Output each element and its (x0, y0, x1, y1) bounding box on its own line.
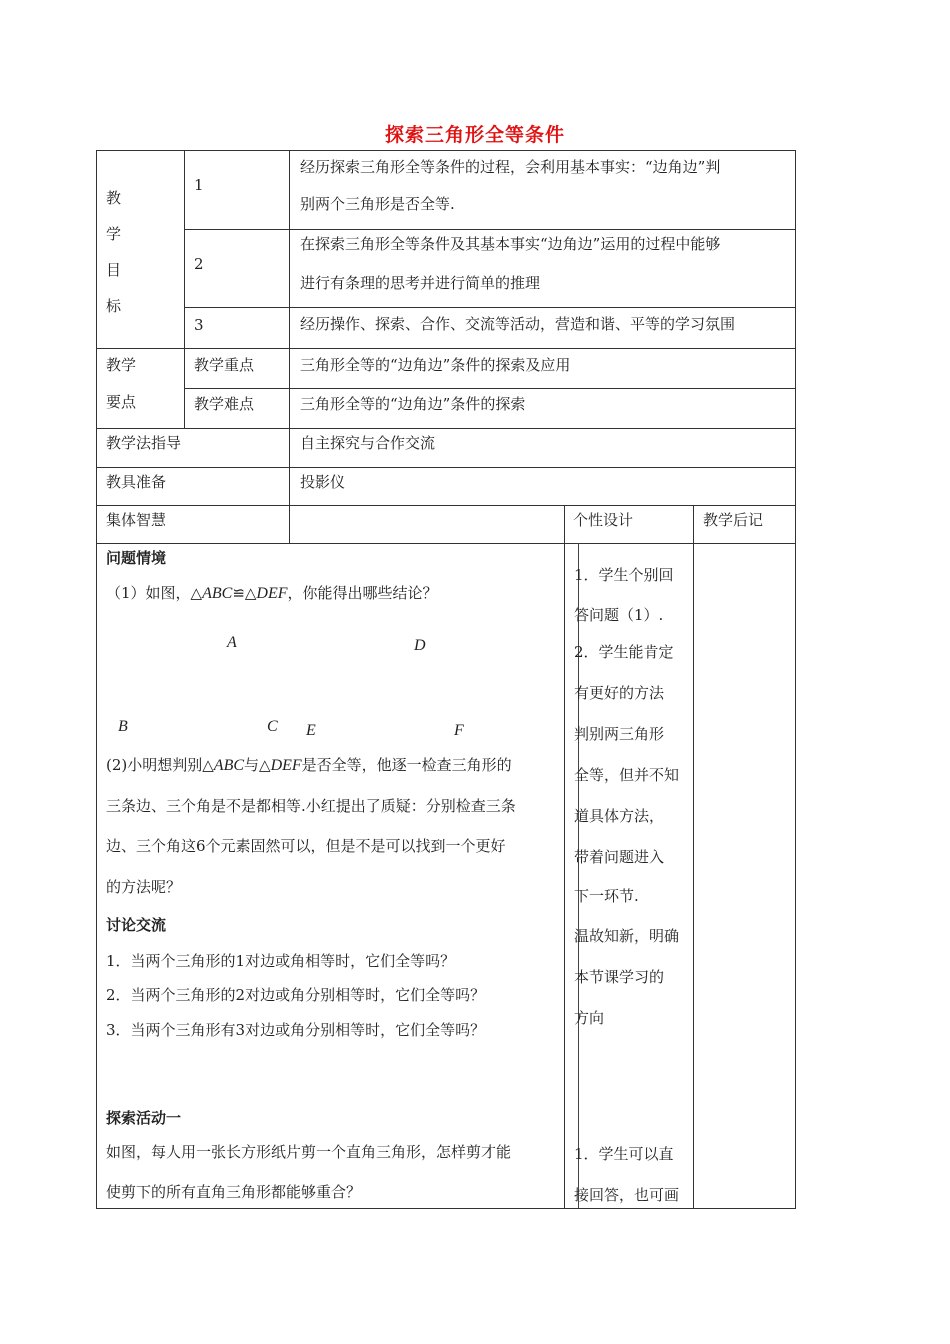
personal-note: 本节课学习的 (574, 968, 665, 986)
difficulty-content: 三角形全等的“边角边”条件的探索 (300, 395, 526, 413)
row-divider (96, 348, 796, 349)
objective-text: 在探索三角形全等条件及其基本事实“边角边”运用的过程中能够 (300, 235, 721, 253)
document-title: 探索三角形全等条件 (384, 124, 565, 146)
personal-note: 答问题（1）. (574, 606, 664, 624)
objective-number: 1 (194, 176, 204, 194)
table-border-right (795, 150, 796, 1209)
activity-line: 如图，每人用一张长方形纸片剪一个直角三角形，怎样剪才能 (106, 1143, 512, 1161)
personal-note: 方向 (574, 1009, 605, 1027)
row-divider (96, 467, 796, 468)
personal-note: 判别两三角形 (574, 725, 665, 743)
table-border-bottom (96, 1208, 796, 1209)
question-2-line: 边、三个角这6个元素固然可以，但是不是可以找到一个更好 (106, 837, 506, 855)
vertex-label-a: A (227, 634, 237, 651)
tools-label: 教具准备 (106, 473, 167, 491)
objective-text: 经历操作、探索、合作、交流等活动，营造和谐、平等的学习氛围 (300, 315, 736, 333)
col-divider (693, 505, 694, 1209)
personal-header: 个性设计 (573, 511, 634, 529)
discussion-item: 1．当两个三角形的1对边或角相等时，它们全等吗？ (106, 952, 456, 970)
row-divider (184, 307, 796, 308)
objective-text: 进行有条理的思考并进行简单的推理 (300, 274, 541, 292)
notes-header: 教学后记 (703, 511, 764, 529)
section-heading: 探索活动一 (106, 1109, 182, 1127)
objective-number: 2 (194, 255, 204, 273)
lesson-plan-table (96, 150, 796, 1209)
col-divider (564, 505, 565, 1209)
difficulty-label: 教学难点 (194, 395, 255, 413)
collective-header: 集体智慧 (106, 511, 167, 529)
key-points-label: 要点 (106, 393, 137, 411)
section-heading: 讨论交流 (106, 916, 167, 934)
method-content: 自主探究与合作交流 (300, 434, 436, 452)
question-2-line: 的方法呢？ (106, 878, 182, 896)
question-2-line: (2)小明想判别△ABC与△DEF是否全等，他逐一检查三角形的 (106, 756, 512, 774)
discussion-item: 3．当两个三角形有3对边或角分别相等时，它们全等吗？ (106, 1021, 486, 1039)
table-border-top (96, 150, 796, 151)
activity-line: 使剪下的所有直角三角形都能够重合？ (106, 1183, 362, 1201)
personal-note: 道具体方法， (574, 807, 665, 825)
personal-note: 全等，但并不知 (574, 766, 680, 784)
personal-note: 2．学生能肯定 (574, 643, 674, 661)
section-heading: 问题情境 (106, 549, 167, 567)
col-divider (289, 150, 290, 543)
row-divider (184, 229, 796, 230)
vertex-label-e: E (306, 722, 316, 739)
row-divider (184, 388, 796, 389)
row-divider (96, 428, 796, 429)
question-2-line: 三条边、三个角是不是都相等.小红提出了质疑：分别检查三条 (106, 797, 516, 815)
personal-note: 带着问题进入 (574, 848, 665, 866)
personal-note: 下一环节. (574, 887, 639, 905)
personal-note: 有更好的方法 (574, 684, 665, 702)
personal-note: 1．学生个别回 (574, 566, 674, 584)
objective-number: 3 (194, 316, 204, 334)
table-border-left (96, 150, 97, 1209)
discussion-item: 2．当两个三角形的2对边或角分别相等时，它们全等吗？ (106, 986, 486, 1004)
vertex-label-d: D (414, 637, 426, 654)
focus-content: 三角形全等的“边角边”条件的探索及应用 (300, 356, 571, 374)
method-label: 教学法指导 (106, 434, 182, 452)
vertex-label-b: B (118, 718, 128, 735)
personal-note: 温故知新，明确 (574, 927, 680, 945)
personal-note: 1．学生可以直 (574, 1145, 674, 1163)
focus-label: 教学重点 (194, 356, 255, 374)
vertex-label-f: F (454, 722, 464, 739)
personal-note: 接回答，也可画 (574, 1186, 680, 1204)
objective-text: 经历探索三角形全等条件的过程，会利用基本事实：“边角边”判 (300, 158, 721, 176)
objective-text: 别两个三角形是否全等. (300, 195, 455, 213)
key-points-label: 教学 (106, 356, 137, 374)
tools-content: 投影仪 (300, 473, 346, 491)
row-divider (96, 543, 796, 544)
row-divider (96, 505, 796, 506)
question-1: （1）如图，△ABC≌△DEF，你能得出哪些结论？ (106, 584, 438, 602)
objectives-label: 教 学 目 标 (106, 189, 122, 315)
col-divider (184, 150, 185, 428)
vertex-label-c: C (267, 718, 278, 735)
